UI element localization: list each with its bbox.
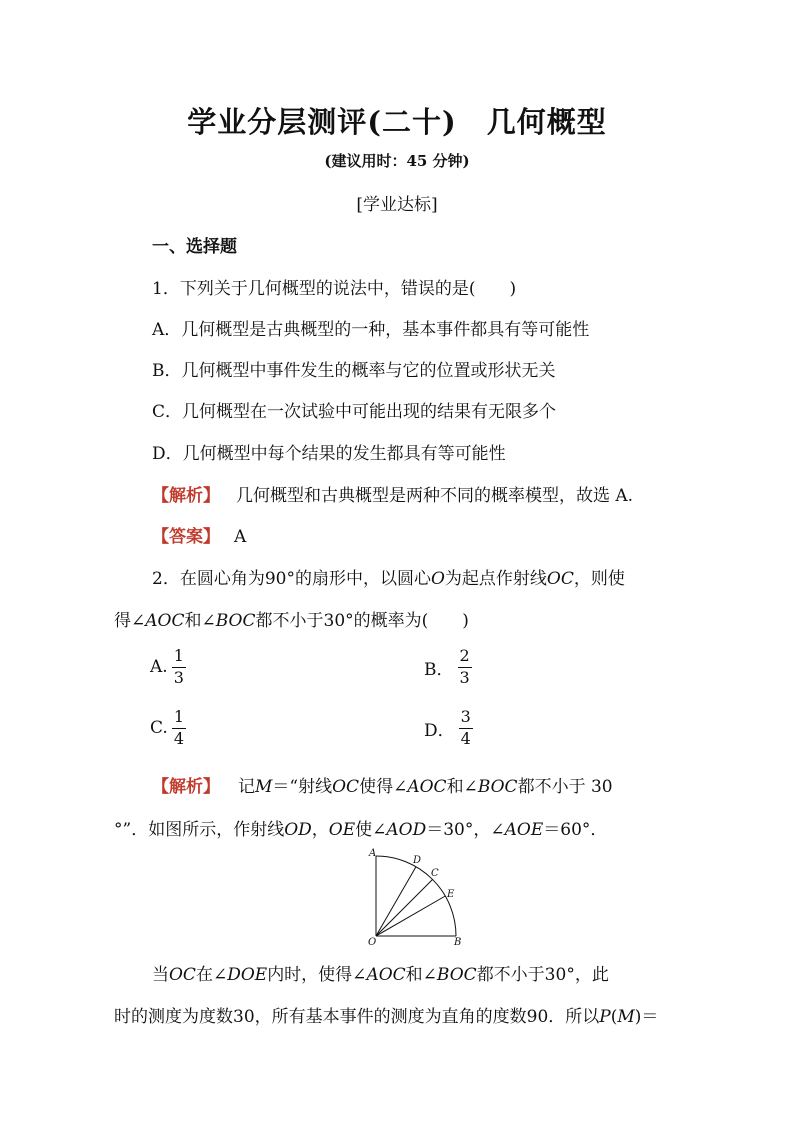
q2-analysis-line4 (114, 1002, 658, 1027)
page-title: 学业分层测评(二十) 几何概型 (187, 105, 607, 139)
q1-option-d: D．几何概型中每个结果的发生都具有等可能性 (152, 444, 506, 464)
answer-text: A (234, 527, 247, 547)
numerator: 3 (459, 709, 473, 729)
var-m: M (617, 1007, 635, 1027)
option-label: D． (424, 720, 455, 741)
text: 都不小于 30 (517, 777, 613, 797)
numerator: 1 (172, 648, 186, 668)
denominator: 3 (173, 667, 184, 687)
label-o: O (368, 937, 377, 946)
q2-option-a (150, 648, 186, 687)
text: ＝30°，∠ (426, 820, 505, 840)
var-od: OD (284, 820, 312, 840)
label-e: E (447, 889, 455, 900)
label-d: D (413, 855, 422, 866)
q2-analysis-line3 (152, 960, 609, 985)
text: ，则使 (573, 569, 625, 589)
q2-option-c (150, 709, 186, 748)
text: 当 (152, 965, 169, 985)
text: 记 (238, 777, 255, 797)
var-oc: OC (546, 569, 574, 589)
var-oe: OE (328, 820, 356, 840)
option-label: C. (150, 718, 168, 739)
q1-answer (152, 522, 246, 547)
var-boc: BOC (436, 965, 477, 985)
text: ， (311, 820, 329, 840)
var-boc: BOC (477, 777, 518, 797)
var-o: O (430, 569, 445, 589)
denominator: 4 (460, 728, 471, 748)
q1-option-a: A．几何概型是古典概型的一种，基本事件都具有等可能性 (152, 320, 590, 340)
text: 得∠ (114, 611, 146, 631)
denominator: 3 (459, 667, 470, 687)
var-boc: BOC (215, 611, 256, 631)
q2-analysis-line2 (114, 815, 607, 840)
fraction (172, 648, 186, 687)
label-a: A (369, 848, 377, 859)
var-oc: OC (332, 777, 360, 797)
text: °”．如图所示，作射线 (114, 820, 285, 840)
analysis-tag: 【解析】 (152, 486, 220, 506)
text: 都不小于30°，此 (476, 965, 609, 985)
fraction (459, 709, 473, 748)
q2-analysis-line1 (152, 772, 613, 797)
section-label: [学业达标] (356, 195, 438, 215)
option-label: B． (424, 659, 454, 680)
text: 时的测度为度数30，所有基本事件的测度为直角的度数90．所以 (114, 1007, 600, 1027)
text: ( (610, 1007, 618, 1027)
text: 为起点作射线 (444, 569, 547, 589)
fraction (172, 709, 186, 748)
q2-stem-line2 (114, 606, 469, 631)
var-oc: OC (169, 965, 196, 985)
q1-option-b: B．几何概型中事件发生的概率与它的位置或形状无关 (152, 361, 556, 381)
var-p: P (599, 1007, 611, 1027)
var-aoe: AOE (504, 820, 544, 840)
text: 内时，使得∠ (267, 965, 367, 985)
sector-figure (366, 846, 466, 946)
text: ＝60°． (543, 820, 608, 840)
fraction (458, 648, 472, 687)
q1-option-c: C．几何概型在一次试验中可能出现的结果有无限多个 (152, 402, 557, 422)
text: 使∠ (355, 820, 387, 840)
label-c: C (431, 868, 439, 879)
text: 都不小于30°的概率为( ) (255, 611, 469, 631)
var-m: M (255, 777, 273, 797)
q1-analysis (152, 481, 633, 506)
text: 和∠ (405, 965, 437, 985)
numerator: 2 (458, 648, 472, 668)
q1-stem: 1．下列关于几何概型的说法中，错误的是( ) (152, 279, 517, 299)
denominator: 4 (173, 728, 184, 748)
var-aoc: AOC (145, 611, 185, 631)
part-heading: 一、选择题 (152, 237, 237, 257)
q2-option-d (424, 709, 473, 748)
var-aod: AOD (386, 820, 427, 840)
q2-stem-line1 (152, 564, 625, 589)
var-doe: DOE (227, 965, 268, 985)
text: 2．在圆心角为90°的扇形中，以圆心 (152, 569, 431, 589)
text: 在∠ (195, 965, 228, 985)
analysis-tag: 【解析】 (152, 777, 220, 797)
option-label: A. (150, 657, 168, 678)
var-aoc: AOC (366, 965, 406, 985)
text: )＝ (634, 1007, 659, 1027)
answer-tag: 【答案】 (152, 527, 220, 547)
text: 使得∠ (359, 777, 408, 797)
text: 和∠ (184, 611, 216, 631)
text: 和∠ (446, 777, 478, 797)
numerator: 1 (172, 709, 186, 729)
text: ＝“射线 (272, 777, 333, 797)
var-aoc: AOC (407, 777, 447, 797)
q2-option-b (424, 648, 472, 687)
label-b: B (454, 937, 462, 946)
analysis-text: 几何概型和古典概型是两种不同的概率模型，故选 A. (236, 486, 634, 506)
time-suggestion: (建议用时：45 分钟) (324, 152, 470, 170)
